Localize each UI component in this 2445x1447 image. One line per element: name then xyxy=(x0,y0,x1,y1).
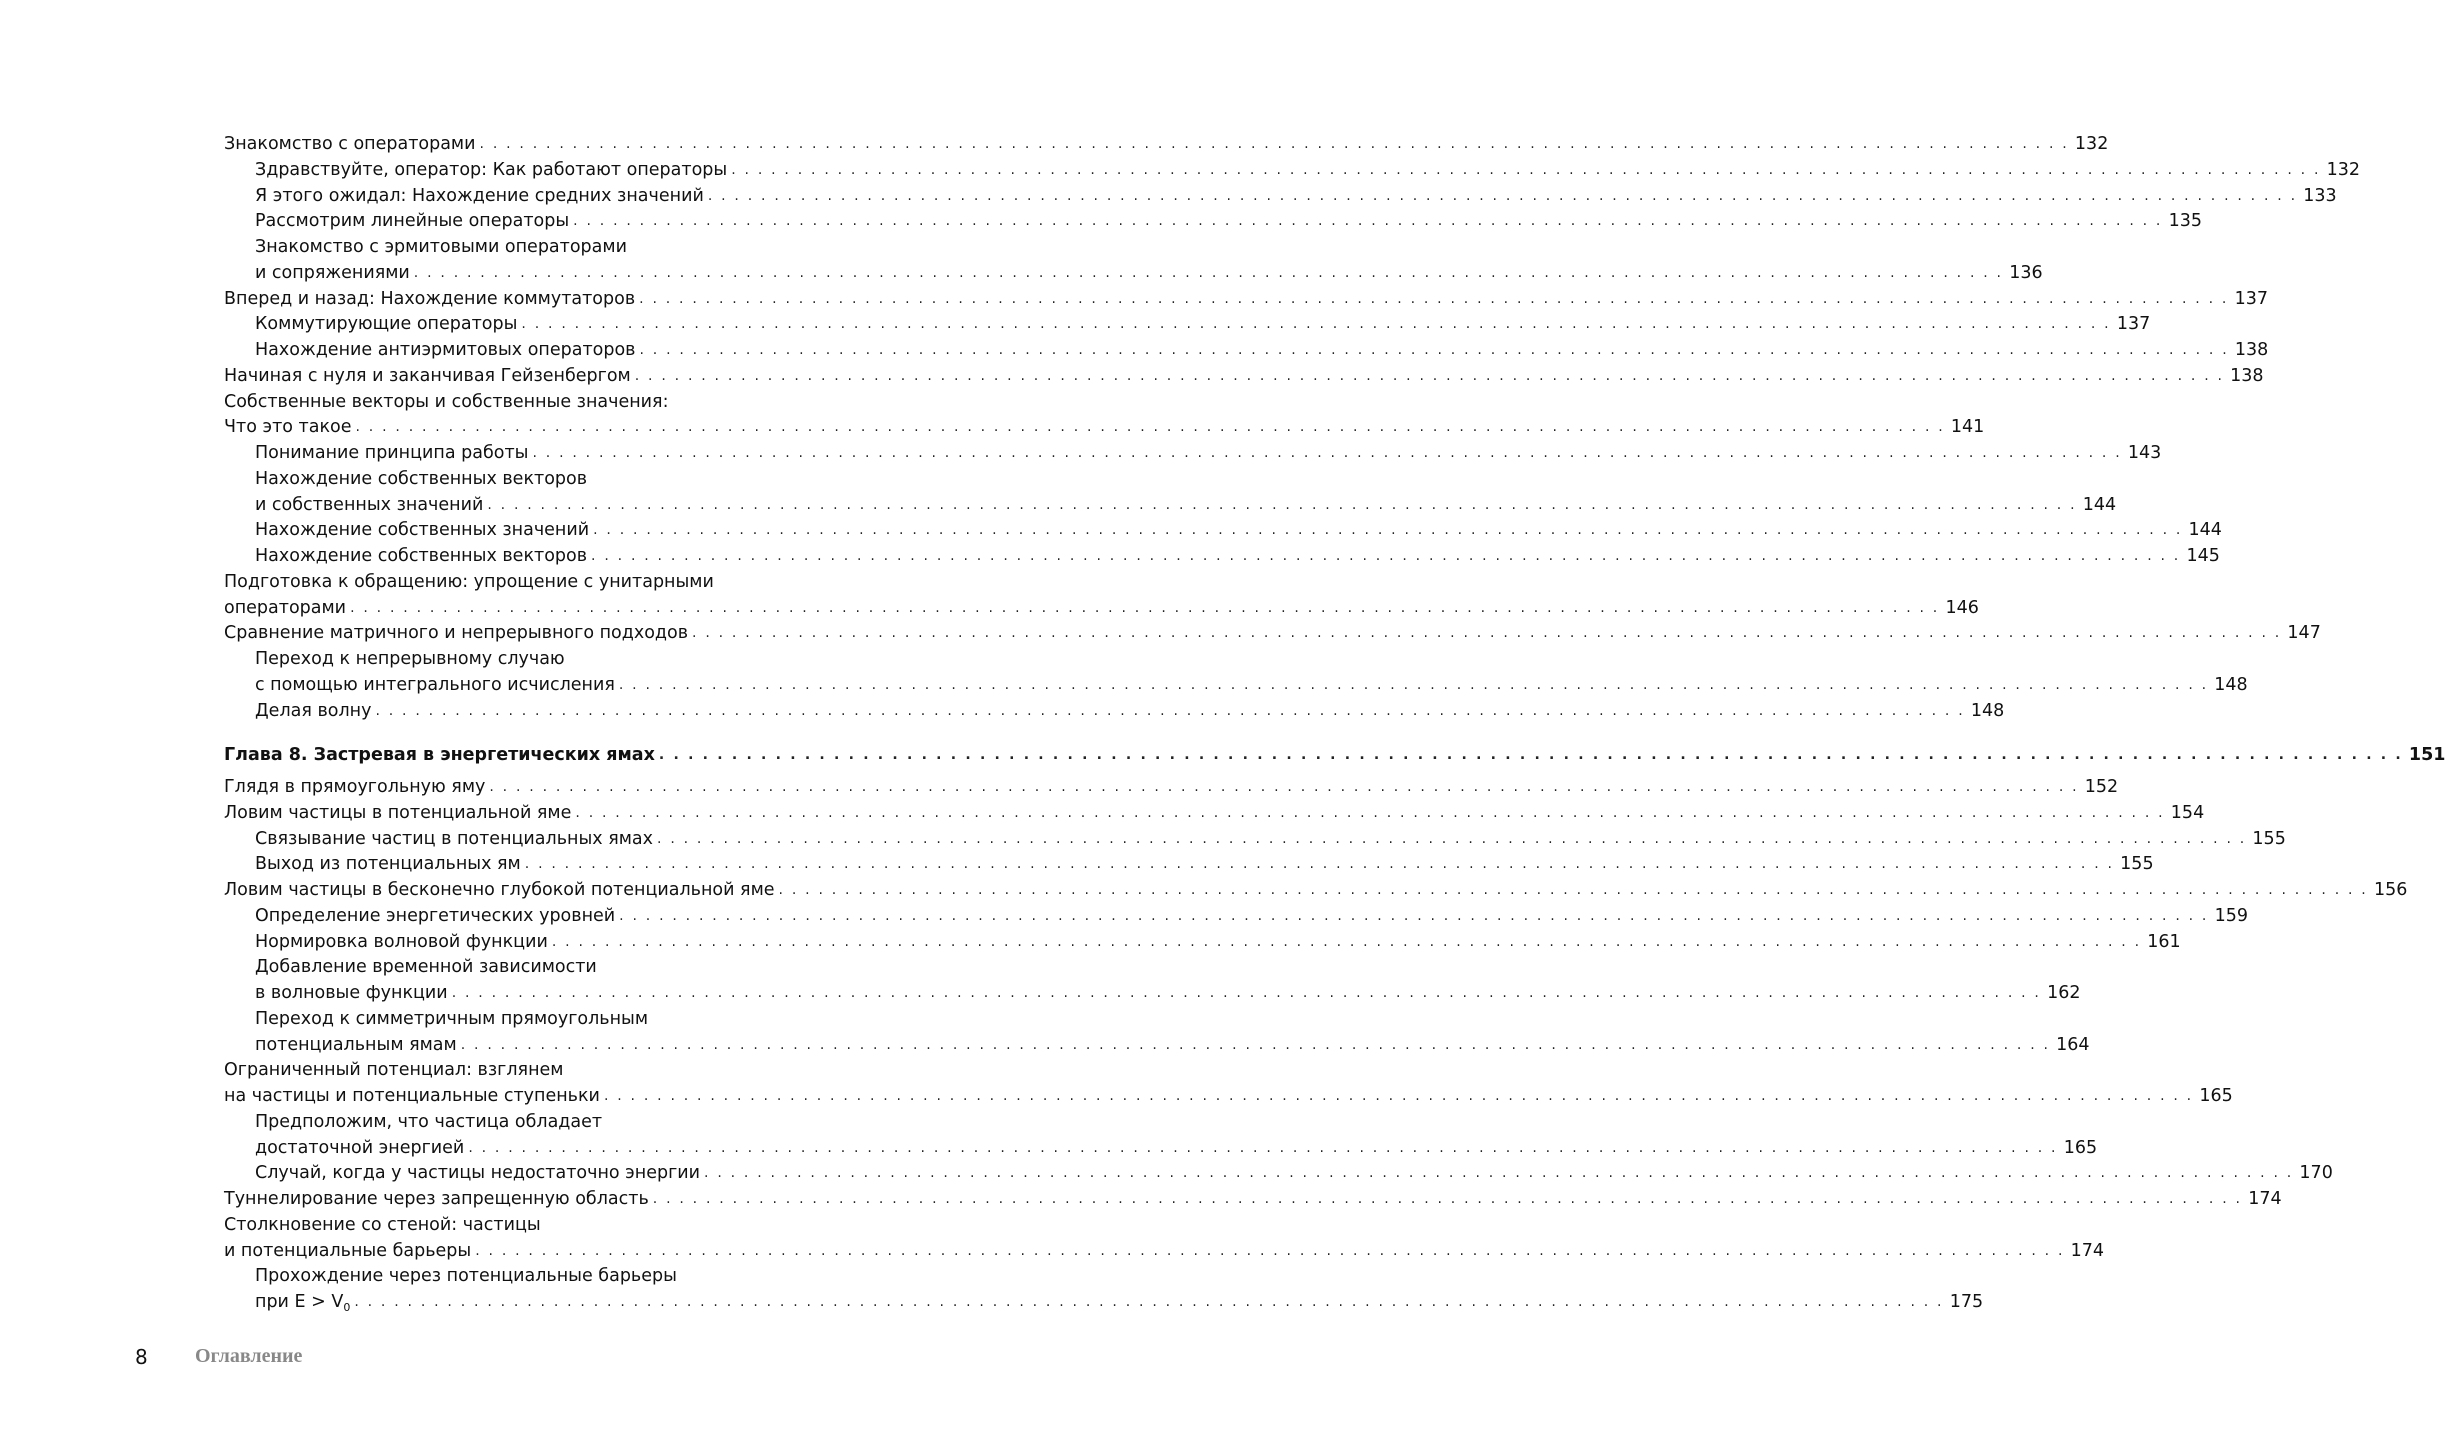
dot-leader: . . . . . . . . . . . . . . . . . . . . . . . . . . . . . . . . . . . . . . . . . . . . . . . . . . . . . . . . . . . . . . . . . . . . . . . . . . . . . . . . . . . . . . . . . . . . . . . . . . . . . . . . . . . . . . . . . . . . . . . . xyxy=(489,779,2079,795)
entry-title: Ограниченный потенциал: взглянем xyxy=(224,1060,564,1081)
page-ref: 148 xyxy=(2214,674,2248,695)
toc-entry xyxy=(224,312,2151,338)
page-ref: 175 xyxy=(1949,1292,1984,1312)
page-ref: 145 xyxy=(2186,546,2220,566)
dot-leader: . . . . . . . . . . . . . . . . . . . . . . . . . . . . . . . . . . . . . . . . . . . . . . . . . . . . . . . . . . . . . . . . . . . . . . . . . . . . . . . . . . . . . . . . . . . . . . . . . . . . . . . . . . . . . . . . . . . . . . . . xyxy=(658,747,2403,764)
toc-line xyxy=(255,699,2005,725)
toc-entry xyxy=(224,467,2117,519)
toc-line xyxy=(255,673,2248,699)
toc-line xyxy=(255,261,2043,287)
toc-line xyxy=(224,132,2109,158)
entry-title: Знакомство с операторами xyxy=(224,134,476,154)
toc-entry xyxy=(224,1058,2233,1110)
page-ref: 146 xyxy=(1945,597,1979,618)
toc-entry xyxy=(224,647,2248,699)
toc-line xyxy=(255,1161,2333,1187)
running-title: Оглавление xyxy=(195,1345,303,1367)
toc-line xyxy=(255,1007,880,1033)
entry-title: Нахождение собственных векторов xyxy=(255,546,588,566)
page-ref: 141 xyxy=(1950,417,1985,438)
dot-leader: . . . . . . . . . . . . . . . . . . . . . . . . . . . . . . . . . . . . . . . . . . . . . . . . . . . . . . . . . . . . . . . . . . . . . . . . . . . . . . . . . . . . . . . . . . . . . . . . . . . . . . . . . . . . . . . . . . . . . . . . xyxy=(413,264,2004,281)
toc-line xyxy=(255,1264,880,1290)
page-ref: 138 xyxy=(2230,365,2264,386)
toc-line xyxy=(224,390,880,416)
page-ref: 156 xyxy=(2373,880,2408,900)
toc-line xyxy=(224,570,880,596)
dot-leader: . . . . . . . . . . . . . . . . . . . . . . . . . . . . . . . . . . . . . . . . . . . . . . . . . . . . . . . . . . . . . . . . . . . . . . . . . . . . . . . . . . . . . . . . . . . . . . . . . . . . . . . . . . . . . . . . . . . . . . . . xyxy=(355,419,1945,436)
dot-leader: . . . . . . . . . . . . . . . . . . . . . . . . . . . . . . . . . . . . . . . . . . . . . . . . . . . . . . . . . . . . . . . . . . . . . . . . . . . . . . . . . . . . . . . . . . . . . . . . . . . . . . . . . . . . . . . . . . . . . . . . xyxy=(479,136,2069,152)
toc-line xyxy=(255,338,2269,364)
toc-line xyxy=(255,209,2202,235)
toc-entry xyxy=(224,1110,2098,1162)
toc-line xyxy=(224,621,2321,647)
toc-entry xyxy=(224,390,1985,442)
subscript: 0 xyxy=(343,1301,351,1314)
toc-line xyxy=(224,1058,880,1084)
toc-line xyxy=(255,1290,1984,1316)
entry-title: Связывание частиц в потенциальных ямах xyxy=(255,828,654,849)
entry-title: Делая волну xyxy=(255,700,372,721)
toc-line xyxy=(255,904,2248,930)
entry-title: Коммутирующие операторы xyxy=(255,314,518,335)
toc-entry xyxy=(224,801,2205,827)
toc-line xyxy=(255,158,2361,184)
toc-entry xyxy=(224,184,2337,210)
entry-title: Сравнение матричного и непрерывного подходов xyxy=(224,623,689,644)
page-ref: 144 xyxy=(2188,520,2222,541)
toc-line xyxy=(255,518,2222,544)
toc-line xyxy=(224,364,2264,390)
toc-line xyxy=(255,1033,2090,1059)
page-ref: 161 xyxy=(2147,931,2181,952)
page-ref: 164 xyxy=(2056,1034,2090,1055)
entry-title: Здравствуйте, оператор: Как работают операторы xyxy=(255,159,728,180)
dot-leader: . . . . . . . . . . . . . . . . . . . . . . . . . . . . . . . . . . . . . . . . . . . . . . . . . . . . . . . . . . . . . . . . . . . . . . . . . . . . . . . . . . . . . . . . . . . . . . . . . . . . . . . . . . . . . . . . . . . . . . . . xyxy=(731,161,2321,178)
toc-line xyxy=(224,1213,880,1239)
page-ref: 165 xyxy=(2063,1137,2098,1158)
toc-entry xyxy=(224,364,2264,390)
entry-title: в волновые функции xyxy=(255,983,448,1003)
toc-chapter xyxy=(224,743,2445,769)
page-ref: 162 xyxy=(2047,983,2081,1003)
page-ref: 151 xyxy=(2408,745,2445,766)
entry-title: Глава 8. Застревая в энергетических ямах xyxy=(224,745,655,766)
page-ref: 174 xyxy=(2070,1240,2105,1261)
dot-leader: . . . . . . . . . . . . . . . . . . . . . . . . . . . . . . . . . . . . . . . . . . . . . . . . . . . . . . . . . . . . . . . . . . . . . . . . . . . . . . . . . . . . . . . . . . . . . . . . . . . . . . . . . . . . . . . . . . . . . . . . xyxy=(575,804,2165,821)
entry-title: и потенциальные барьеры xyxy=(224,1240,472,1261)
dot-leader: . . . . . . . . . . . . . . . . . . . . . . . . . . . . . . . . . . . . . . . . . . . . . . . . . . . . . . . . . . . . . . . . . . . . . . . . . . . . . . . . . . . . . . . . . . . . . . . . . . . . . . . . . . . . . . . . . . . . . . . . xyxy=(704,1165,2294,1182)
page-ref: 144 xyxy=(2082,494,2117,515)
entry-title: при $E > V_0$ xyxy=(255,1292,351,1314)
page-ref: 154 xyxy=(2170,802,2205,823)
entry-title: Я этого ожидал: Нахождение средних значений xyxy=(255,185,704,206)
toc-entry xyxy=(224,338,2269,364)
entry-title: Предположим, что частица обладает xyxy=(255,1111,603,1132)
dot-leader: . . . . . . . . . . . . . . . . . . . . . . . . . . . . . . . . . . . . . . . . . . . . . . . . . . . . . . . . . . . . . . . . . . . . . . . . . . . . . . . . . . . . . . . . . . . . . . . . . . . . . . . . . . . . . . . . . . . . . . . . xyxy=(573,213,2163,230)
toc-line xyxy=(255,493,2117,519)
dot-leader: . . . . . . . . . . . . . . . . . . . . . . . . . . . . . . . . . . . . . . . . . . . . . . . . . . . . . . . . . . . . . . . . . . . . . . . . . . . . . . . . . . . . . . . . . . . . . . . . . . . . . . . . . . . . . . . . . . . . . . . . xyxy=(778,882,2368,898)
entry-title: Ловим частицы в бесконечно глубокой потенциальной яме xyxy=(224,880,775,900)
entry-title: Что это такое xyxy=(224,417,352,438)
dot-leader: . . . . . . . . . . . . . . . . . . . . . . . . . . . . . . . . . . . . . . . . . . . . . . . . . . . . . . . . . . . . . . . . . . . . . . . . . . . . . . . . . . . . . . . . . . . . . . . . . . . . . . . . . . . . . . . . . . . . . . . . xyxy=(603,1088,2194,1104)
toc-entry xyxy=(224,930,2181,956)
toc-entry xyxy=(224,621,2321,647)
entry-title: Туннелирование через запрещенную область xyxy=(224,1189,649,1209)
toc-line xyxy=(255,955,880,981)
dot-leader: . . . . . . . . . . . . . . . . . . . . . . . . . . . . . . . . . . . . . . . . . . . . . . . . . . . . . . . . . . . . . . . . . . . . . . . . . . . . . . . . . . . . . . . . . . . . . . . . . . . . . . . . . . . . . . . . . . . . . . . . xyxy=(652,1191,2243,1207)
dot-leader: . . . . . . . . . . . . . . . . . . . . . . . . . . . . . . . . . . . . . . . . . . . . . . . . . . . . . . . . . . . . . . . . . . . . . . . . . . . . . . . . . . . . . . . . . . . . . . . . . . . . . . . . . . . . . . . . . . . . . . . . xyxy=(475,1242,2065,1259)
entry-title: Ловим частицы в потенциальной яме xyxy=(224,802,572,823)
entry-title: Случай, когда у частицы недостаточно энергии xyxy=(255,1163,701,1184)
entry-title: Нормировка волновой функции xyxy=(255,931,548,952)
toc-entry xyxy=(224,955,2081,1007)
toc-entry xyxy=(224,209,2202,235)
entry-title: Прохождение через потенциальные барьеры xyxy=(255,1266,677,1287)
toc-entry xyxy=(224,158,2361,184)
entry-title: и сопряжениями xyxy=(255,262,410,283)
dot-leader: . . . . . . . . . . . . . . . . . . . . . . . . . . . . . . . . . . . . . . . . . . . . . . . . . . . . . . . . . . . . . . . . . . . . . . . . . . . . . . . . . . . . . . . . . . . . . . . . . . . . . . . . . . . . . . . . . . . . . . . . xyxy=(591,548,2181,564)
entry-title: Определение энергетических уровней xyxy=(255,905,616,926)
dot-leader: . . . . . . . . . . . . . . . . . . . . . . . . . . . . . . . . . . . . . . . . . . . . . . . . . . . . . . . . . . . . . . . . . . . . . . . . . . . . . . . . . . . . . . . . . . . . . . . . . . . . . . . . . . . . . . . . . . . . . . . . xyxy=(487,496,2077,513)
toc-entry xyxy=(224,1007,2090,1059)
page-ref: 165 xyxy=(2199,1086,2233,1106)
entry-title: Переход к непрерывному случаю xyxy=(255,649,565,669)
entry-title: операторами xyxy=(224,597,347,618)
toc-entry xyxy=(224,904,2248,930)
toc-entry xyxy=(224,699,2005,725)
page-ref: 148 xyxy=(1970,700,2005,721)
page-ref: 132 xyxy=(2326,159,2361,180)
toc-line xyxy=(255,544,2220,570)
toc-line xyxy=(255,235,880,261)
toc-entry xyxy=(224,1264,1984,1316)
page-ref: 135 xyxy=(2168,211,2202,232)
dot-leader: . . . . . . . . . . . . . . . . . . . . . . . . . . . . . . . . . . . . . . . . . . . . . . . . . . . . . . . . . . . . . . . . . . . . . . . . . . . . . . . . . . . . . . . . . . . . . . . . . . . . . . . . . . . . . . . . . . . . . . . . xyxy=(451,985,2042,1001)
toc-line xyxy=(224,415,1985,441)
entry-title: Столкновение со стеной: частицы xyxy=(224,1214,541,1235)
dot-leader: . . . . . . . . . . . . . . . . . . . . . . . . . . . . . . . . . . . . . . . . . . . . . . . . . . . . . . . . . . . . . . . . . . . . . . . . . . . . . . . . . . . . . . . . . . . . . . . . . . . . . . . . . . . . . . . . . . . . . . . . xyxy=(524,856,2115,873)
entry-title: Собственные векторы и собственные значения: xyxy=(224,391,669,412)
entry-title: Выход из потенциальных ям xyxy=(255,854,521,875)
page-number: 8 xyxy=(135,1345,148,1369)
entry-title: Добавление временной зависимости xyxy=(255,957,597,978)
toc-line xyxy=(224,1187,2282,1213)
toc-entry xyxy=(224,1213,2105,1265)
toc-entry xyxy=(224,235,2043,287)
toc-entry xyxy=(224,775,2119,801)
entry-title: и собственных значений xyxy=(255,494,484,515)
page-ref: 137 xyxy=(2234,288,2268,309)
toc-line xyxy=(224,878,2408,904)
dot-leader: . . . . . . . . . . . . . . . . . . . . . . . . . . . . . . . . . . . . . . . . . . . . . . . . . . . . . . . . . . . . . . . . . . . . . . . . . . . . . . . . . . . . . . . . . . . . . . . . . . . . . . . . . . . . . . . . . . . . . . . . xyxy=(350,599,1940,616)
toc-line xyxy=(224,1239,2105,1265)
entry-title: достаточной энергией xyxy=(255,1137,465,1158)
dot-leader: . . . . . . . . . . . . . . . . . . . . . . . . . . . . . . . . . . . . . . . . . . . . . . . . . . . . . . . . . . . . . . . . . . . . . . . . . . . . . . . . . . . . . . . . . . . . . . . . . . . . . . . . . . . . . . . . . . . . . . . . xyxy=(707,187,2298,204)
dot-leader: . . . . . . . . . . . . . . . . . . . . . . . . . . . . . . . . . . . . . . . . . . . . . . . . . . . . . . . . . . . . . . . . . . . . . . . . . . . . . . . . . . . . . . . . . . . . . . . . . . . . . . . . . . . . . . . . . . . . . . . . xyxy=(551,933,2142,950)
page-ref: 133 xyxy=(2303,185,2337,206)
toc-line xyxy=(255,930,2181,956)
entry-title: Подготовка к обращению: упрощение с унитарными xyxy=(224,571,714,592)
dot-leader: . . . . . . . . . . . . . . . . . . . . . . . . . . . . . . . . . . . . . . . . . . . . . . . . . . . . . . . . . . . . . . . . . . . . . . . . . . . . . . . . . . . . . . . . . . . . . . . . . . . . . . . . . . . . . . . . . . . . . . . . xyxy=(593,522,2183,539)
toc-line xyxy=(255,827,2286,853)
entry-title: Нахождение собственных значений xyxy=(255,520,590,541)
page-ref: 155 xyxy=(2120,854,2154,875)
toc-line xyxy=(255,1136,2098,1162)
toc-entry xyxy=(224,518,2222,544)
entry-title: Переход к симметричным прямоугольным xyxy=(255,1008,649,1029)
dot-leader: . . . . . . . . . . . . . . . . . . . . . . . . . . . . . . . . . . . . . . . . . . . . . . . . . . . . . . . . . . . . . . . . . . . . . . . . . . . . . . . . . . . . . . . . . . . . . . . . . . . . . . . . . . . . . . . . . . . . . . . . xyxy=(692,625,2282,642)
table-of-contents xyxy=(224,132,2445,1316)
toc-line xyxy=(255,184,2337,210)
dot-leader: . . . . . . . . . . . . . . . . . . . . . . . . . . . . . . . . . . . . . . . . . . . . . . . . . . . . . . . . . . . . . . . . . . . . . . . . . . . . . . . . . . . . . . . . . . . . . . . . . . . . . . . . . . . . . . . . . . . . . . . . xyxy=(354,1294,1944,1310)
toc-entry xyxy=(224,570,1979,622)
entry-title: Понимание принципа работы xyxy=(255,443,529,463)
dot-leader: . . . . . . . . . . . . . . . . . . . . . . . . . . . . . . . . . . . . . . . . . . . . . . . . . . . . . . . . . . . . . . . . . . . . . . . . . . . . . . . . . . . . . . . . . . . . . . . . . . . . . . . . . . . . . . . . . . . . . . . . xyxy=(375,702,1965,719)
toc-entry xyxy=(224,287,2268,313)
entry-title: с помощью интегрального исчисления xyxy=(255,674,615,695)
page-ref: 152 xyxy=(2084,777,2119,797)
toc-line xyxy=(255,312,2151,338)
entry-title: Рассмотрим линейные операторы xyxy=(255,211,570,232)
entry-title: на частицы и потенциальные ступеньки xyxy=(224,1086,600,1106)
toc-line xyxy=(255,467,880,493)
toc-entry xyxy=(224,544,2220,570)
page-ref: 174 xyxy=(2248,1189,2282,1209)
toc-entry xyxy=(224,441,2162,467)
page-ref: 136 xyxy=(2009,262,2043,283)
entry-title: Вперед и назад: Нахождение коммутаторов xyxy=(224,288,636,309)
dot-leader: . . . . . . . . . . . . . . . . . . . . . . . . . . . . . . . . . . . . . . . . . . . . . . . . . . . . . . . . . . . . . . . . . . . . . . . . . . . . . . . . . . . . . . . . . . . . . . . . . . . . . . . . . . . . . . . . . . . . . . . . xyxy=(460,1036,2051,1053)
dot-leader: . . . . . . . . . . . . . . . . . . . . . . . . . . . . . . . . . . . . . . . . . . . . . . . . . . . . . . . . . . . . . . . . . . . . . . . . . . . . . . . . . . . . . . . . . . . . . . . . . . . . . . . . . . . . . . . . . . . . . . . . xyxy=(468,1139,2058,1156)
page-ref: 147 xyxy=(2287,623,2321,644)
entry-title: потенциальным ямам xyxy=(255,1034,457,1055)
page-ref: 132 xyxy=(2074,134,2109,154)
entry-title: Нахождение антиэрмитовых операторов xyxy=(255,340,636,360)
toc-line xyxy=(255,981,2081,1007)
dot-leader: . . . . . . . . . . . . . . . . . . . . . . . . . . . . . . . . . . . . . . . . . . . . . . . . . . . . . . . . . . . . . . . . . . . . . . . . . . . . . . . . . . . . . . . . . . . . . . . . . . . . . . . . . . . . . . . . . . . . . . . . xyxy=(521,316,2111,333)
toc-line xyxy=(224,775,2119,801)
page-ref: 155 xyxy=(2252,828,2286,849)
toc-line xyxy=(224,287,2268,313)
page-ref: 170 xyxy=(2299,1163,2333,1184)
page-ref: 143 xyxy=(2127,443,2162,463)
page-footer xyxy=(135,1345,303,1369)
toc-entry xyxy=(224,1161,2333,1187)
toc-line xyxy=(224,1084,2233,1110)
page-ref: 159 xyxy=(2214,905,2248,926)
entry-title: Глядя в прямоугольную яму xyxy=(224,777,486,797)
dot-leader: . . . . . . . . . . . . . . . . . . . . . . . . . . . . . . . . . . . . . . . . . . . . . . . . . . . . . . . . . . . . . . . . . . . . . . . . . . . . . . . . . . . . . . . . . . . . . . . . . . . . . . . . . . . . . . . . . . . . . . . . xyxy=(532,445,2122,461)
toc-line xyxy=(255,852,2154,878)
toc-line xyxy=(224,801,2205,827)
dot-leader: . . . . . . . . . . . . . . . . . . . . . . . . . . . . . . . . . . . . . . . . . . . . . . . . . . . . . . . . . . . . . . . . . . . . . . . . . . . . . . . . . . . . . . . . . . . . . . . . . . . . . . . . . . . . . . . . . . . . . . . . xyxy=(634,367,2225,384)
toc-line xyxy=(255,647,880,673)
dot-leader: . . . . . . . . . . . . . . . . . . . . . . . . . . . . . . . . . . . . . . . . . . . . . . . . . . . . . . . . . . . . . . . . . . . . . . . . . . . . . . . . . . . . . . . . . . . . . . . . . . . . . . . . . . . . . . . . . . . . . . . . xyxy=(619,907,2209,924)
toc-line xyxy=(255,441,2162,467)
entry-title: Начиная с нуля и заканчивая Гейзенбергом xyxy=(224,365,631,386)
dot-leader: . . . . . . . . . . . . . . . . . . . . . . . . . . . . . . . . . . . . . . . . . . . . . . . . . . . . . . . . . . . . . . . . . . . . . . . . . . . . . . . . . . . . . . . . . . . . . . . . . . . . . . . . . . . . . . . . . . . . . . . . xyxy=(657,830,2247,847)
toc-entry xyxy=(224,827,2286,853)
toc-line xyxy=(224,743,2445,769)
entry-title: Нахождение собственных векторов xyxy=(255,468,588,489)
dot-leader: . . . . . . . . . . . . . . . . . . . . . . . . . . . . . . . . . . . . . . . . . . . . . . . . . . . . . . . . . . . . . . . . . . . . . . . . . . . . . . . . . . . . . . . . . . . . . . . . . . . . . . . . . . . . . . . . . . . . . . . . xyxy=(639,342,2229,358)
entry-title: Знакомство с эрмитовыми операторами xyxy=(255,237,627,257)
toc-line xyxy=(255,1110,880,1136)
toc-entry xyxy=(224,1187,2282,1213)
toc-line xyxy=(224,596,1979,622)
page-ref: 137 xyxy=(2116,314,2151,335)
dot-leader: . . . . . . . . . . . . . . . . . . . . . . . . . . . . . . . . . . . . . . . . . . . . . . . . . . . . . . . . . . . . . . . . . . . . . . . . . . . . . . . . . . . . . . . . . . . . . . . . . . . . . . . . . . . . . . . . . . . . . . . . xyxy=(618,676,2209,693)
toc-entry xyxy=(224,132,2109,158)
page-ref: 138 xyxy=(2234,340,2269,360)
toc-entry xyxy=(224,852,2154,878)
toc-entry xyxy=(224,878,2408,904)
dot-leader: . . . . . . . . . . . . . . . . . . . . . . . . . . . . . . . . . . . . . . . . . . . . . . . . . . . . . . . . . . . . . . . . . . . . . . . . . . . . . . . . . . . . . . . . . . . . . . . . . . . . . . . . . . . . . . . . . . . . . . . . xyxy=(639,290,2229,307)
